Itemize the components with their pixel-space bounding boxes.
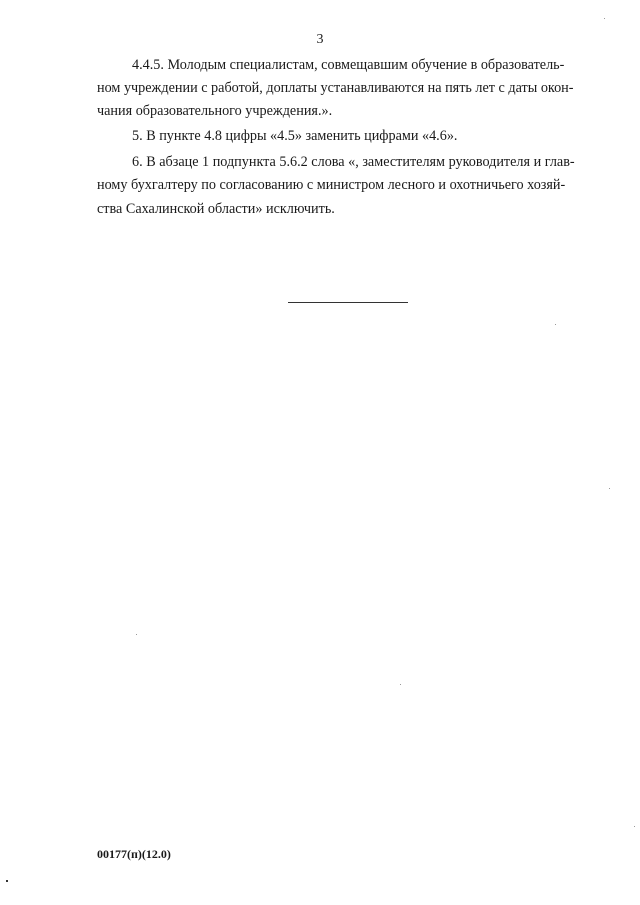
paragraph-line: ному бухгалтеру по согласованию с министром лесного и охотничьего хозяй- (97, 177, 566, 193)
scan-speck (6, 880, 8, 882)
separator-rule (288, 302, 408, 303)
paragraph-line: 5. В пункте 4.8 цифры «4.5» заменить цифрами «4.6». (132, 128, 458, 144)
scan-speck (136, 634, 137, 635)
document-code: 00177(п)(12.0) (97, 847, 171, 861)
paragraph-line: ном учреждении с работой, доплаты устанавливаются на пять лет с даты окон- (97, 80, 574, 96)
scan-speck (609, 488, 610, 489)
scan-speck (555, 324, 556, 325)
paragraph-line: 4.4.5. Молодым специалистам, совмещавшим обучение в образователь- (132, 57, 565, 73)
scan-speck (634, 826, 635, 827)
scan-speck (604, 18, 605, 19)
page-number: 3 (316, 32, 324, 47)
paragraph-line: чания образовательного учреждения.». (97, 103, 333, 119)
scan-speck (400, 684, 401, 685)
paragraph-line: ства Сахалинской области» исключить. (97, 201, 335, 217)
paragraph-line: 6. В абзаце 1 подпункта 5.6.2 слова «, заместителям руководителя и глав- (132, 154, 575, 170)
